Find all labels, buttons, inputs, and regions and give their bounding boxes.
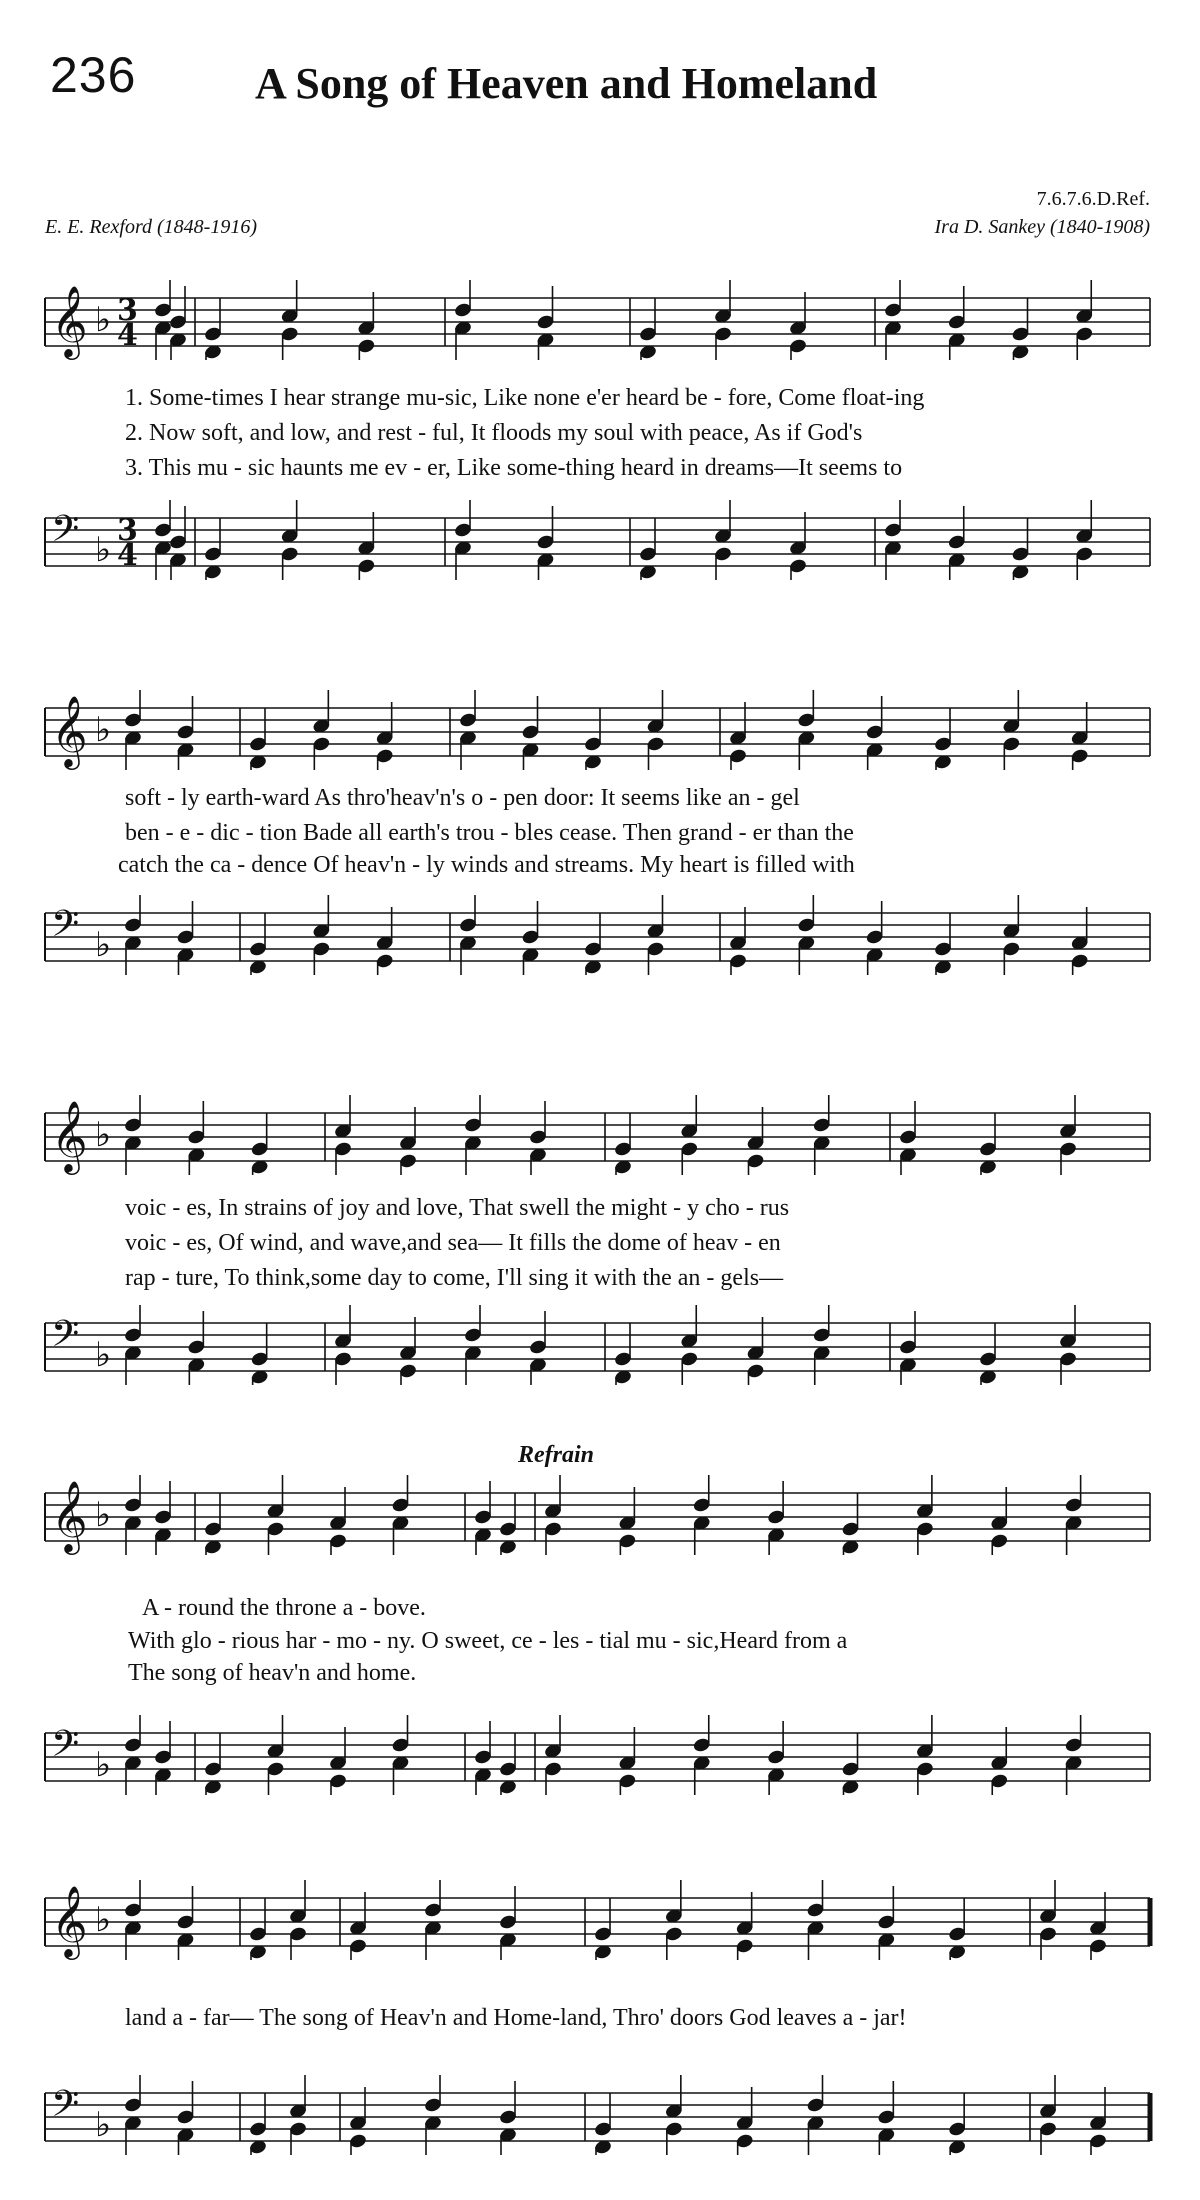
- system-3-bass-staff: [0, 1305, 1200, 1385]
- hymn-title: A Song of Heaven and Homeland: [255, 59, 878, 108]
- lyric-line: soft - ly earth-ward As thro'heav'n's o - pen door: It seems like an - gel: [125, 785, 800, 811]
- key-flat-icon: ♭: [95, 710, 112, 750]
- time-signature-bottom: 4: [117, 538, 138, 573]
- key-flat-icon: ♭: [95, 1900, 112, 1940]
- bass-clef-icon: 𝄢: [51, 1723, 80, 1774]
- lyric-line: 1. Some-times I hear strange mu-sic, Like none e'er heard be - fore, Come float-ing: [125, 385, 925, 411]
- refrain-label: Refrain: [518, 1442, 595, 1468]
- time-signature-top: 3: [117, 293, 138, 328]
- key-flat-icon: ♭: [95, 1745, 112, 1785]
- system-5-bass-staff: [0, 2075, 1200, 2155]
- key-flat-icon: ♭: [95, 530, 112, 570]
- key-flat-icon: ♭: [95, 925, 112, 965]
- lyric-line: catch the ca - dence Of heav'n - ly winds and streams. My heart is filled with: [118, 852, 855, 878]
- time-signature-top: 3: [117, 513, 138, 548]
- composer-credit: Ira D. Sankey (1840-1908): [934, 216, 1150, 238]
- treble-clef-icon: 𝄞: [51, 694, 88, 767]
- treble-clef-icon: 𝄞: [51, 1099, 88, 1172]
- system-2-treble-staff: [0, 690, 1200, 770]
- key-flat-icon: ♭: [95, 1115, 112, 1155]
- hymn-meter: 7.6.7.6.D.Ref.: [1036, 188, 1150, 210]
- key-flat-icon: ♭: [95, 1495, 112, 1535]
- system-4-treble-staff: [0, 1475, 1200, 1555]
- system-1-bass-staff: [0, 500, 1200, 580]
- system-3-treble-staff: [0, 1095, 1200, 1175]
- key-flat-icon: ♭: [95, 300, 112, 340]
- bass-clef-icon: 𝄢: [51, 1313, 80, 1364]
- lyric-line: With glo - rious har - mo - ny. O sweet, ce - les - tial mu - sic,Heard from a: [128, 1628, 848, 1654]
- time-signature-bottom: 4: [117, 318, 138, 353]
- key-flat-icon: ♭: [95, 1335, 112, 1375]
- lyric-line: 2. Now soft, and low, and rest - ful, It floods my soul with peace, As if God's: [125, 420, 863, 446]
- lyric-line: 3. This mu - sic haunts me ev - er, Like some-thing heard in dreams—It seems to: [125, 455, 903, 481]
- treble-clef-icon: 𝄞: [51, 1479, 88, 1552]
- lyric-line: land a - far— The song of Heav'n and Home-land, Thro' doors God leaves a - jar!: [125, 2005, 907, 2031]
- bass-clef-icon: 𝄢: [51, 903, 80, 954]
- treble-clef-icon: 𝄞: [51, 1884, 88, 1957]
- lyric-line: ben - e - dic - tion Bade all earth's trou - bles cease. Then grand - er than the: [125, 820, 854, 846]
- key-flat-icon: ♭: [95, 2105, 112, 2145]
- system-5-treble-staff: [0, 1880, 1200, 1960]
- author-credit: E. E. Rexford (1848-1916): [45, 216, 257, 238]
- lyric-line: voic - es, Of wind, and wave,and sea— It fills the dome of heav - en: [125, 1230, 781, 1256]
- treble-clef-icon: 𝄞: [51, 284, 88, 357]
- lyric-line: voic - es, In strains of joy and love, That swell the might - y cho - rus: [125, 1195, 790, 1221]
- hymn-number: 236: [50, 47, 137, 103]
- system-4-bass-staff: [0, 1715, 1200, 1795]
- system-2-bass-staff: [0, 895, 1200, 975]
- lyric-line: The song of heav'n and home.: [128, 1660, 417, 1686]
- lyric-line: rap - ture, To think,some day to come, I'll sing it with the an - gels—: [125, 1265, 784, 1291]
- lyric-line: A - round the throne a - bove.: [142, 1595, 426, 1621]
- system-1-treble-staff: [0, 280, 1200, 360]
- bass-clef-icon: 𝄢: [51, 2083, 80, 2134]
- bass-clef-icon: 𝄢: [51, 508, 80, 559]
